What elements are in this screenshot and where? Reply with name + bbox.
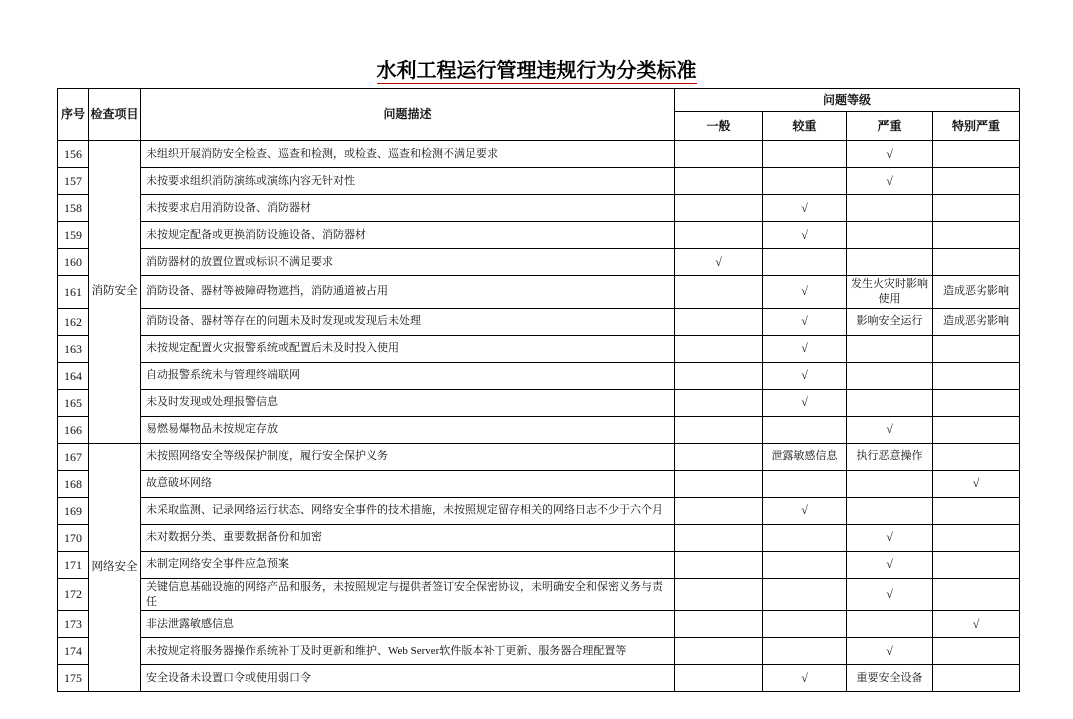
checkmark: √ [886,643,893,658]
description-cell: 未按规定配备或更换消防设施设备、消防器材 [141,222,675,249]
level-cell-general [675,665,763,692]
checkmark: √ [801,395,808,410]
level-cell-general [675,308,763,335]
level-cell-severe [847,524,933,551]
level-cell-general [675,497,763,524]
row-index-cell: 166 [58,416,89,443]
level-cell-extreme [933,578,1020,611]
table-row [58,141,1020,168]
level-cell-general [675,195,763,222]
level-cell-general [675,222,763,249]
level-cell-severe [847,497,933,524]
description-cell: 未对数据分类、重要数据备份和加密 [141,524,675,551]
category-cell: 网络安全 [89,443,141,692]
checkmark: √ [801,341,808,356]
level-cell-general [675,611,763,638]
description-cell: 消防设备、器材等被障碍物遮挡，消防通道被占用 [141,276,675,309]
table-row [58,551,1020,578]
level-cell-severe [847,168,933,195]
level-cell-severe [847,578,933,611]
checkmark: √ [886,146,893,161]
level-cell-extreme [933,497,1020,524]
level-cell-severe [847,141,933,168]
level-cell-severe [847,611,933,638]
level-cell-moderate [763,389,847,416]
violation-standard-table [57,88,1020,692]
description-cell: 未按照网络安全等级保护制度，履行安全保护义务 [141,443,675,470]
level-cell-moderate [763,195,847,222]
level-cell-moderate [763,524,847,551]
row-index-cell: 163 [58,335,89,362]
level-cell-general [675,578,763,611]
level-cell-extreme [933,141,1020,168]
table-row [58,389,1020,416]
table-row [58,195,1020,222]
level-cell-general [675,638,763,665]
checkmark: √ [886,422,893,437]
row-index-cell: 168 [58,470,89,497]
description-cell: 未按要求启用消防设备、消防器材 [141,195,675,222]
level-cell-moderate [763,665,847,692]
level-cell-severe [847,551,933,578]
level-cell-severe: 发生火灾时影响使用 [847,276,933,309]
level-cell-general [675,276,763,309]
level-cell-moderate [763,551,847,578]
level-cell-moderate [763,335,847,362]
checkmark: √ [801,314,808,329]
table-row [58,638,1020,665]
description-cell: 未及时发现或处理报警信息 [141,389,675,416]
header-level-general: 一般 [675,112,763,141]
row-index-cell: 160 [58,249,89,276]
row-index-cell: 174 [58,638,89,665]
level-cell-extreme [933,222,1020,249]
level-cell-extreme [933,524,1020,551]
level-cell-extreme [933,249,1020,276]
level-cell-extreme [933,611,1020,638]
description-cell: 消防器材的放置位置或标识不满足要求 [141,249,675,276]
level-cell-extreme [933,638,1020,665]
level-cell-general [675,362,763,389]
level-cell-general [675,168,763,195]
level-cell-extreme [933,362,1020,389]
table-body [58,141,1020,692]
checkmark: √ [886,587,893,602]
level-cell-moderate [763,222,847,249]
description-cell: 关键信息基础设施的网络产品和服务，未按照规定与提供者签订安全保密协议，未明确安全和保密义务与责任 [141,578,675,611]
description-cell: 故意破坏网络 [141,470,675,497]
header-description: 问题描述 [141,89,675,141]
level-cell-general [675,249,763,276]
table-row [58,443,1020,470]
row-index-cell: 172 [58,578,89,611]
row-index-cell: 156 [58,141,89,168]
description-cell: 未按规定配置火灾报警系统或配置后未及时投入使用 [141,335,675,362]
level-cell-severe [847,416,933,443]
table-row [58,665,1020,692]
level-cell-moderate: 泄露敏感信息 [763,443,847,470]
checkmark: √ [886,557,893,572]
description-cell: 未按要求组织消防演练或演练内容无针对性 [141,168,675,195]
level-cell-extreme [933,470,1020,497]
row-index-cell: 169 [58,497,89,524]
table-row [58,578,1020,611]
table-row [58,416,1020,443]
description-cell: 消防设备、器材等存在的问题未及时发现或发现后未处理 [141,308,675,335]
description-cell: 自动报警系统未与管理终端联网 [141,362,675,389]
row-index-cell: 173 [58,611,89,638]
row-index-cell: 175 [58,665,89,692]
row-index-cell: 167 [58,443,89,470]
checkmark: √ [801,284,808,299]
table-row [58,168,1020,195]
checkmark: √ [886,530,893,545]
row-index-cell: 159 [58,222,89,249]
level-cell-general [675,416,763,443]
level-cell-moderate [763,168,847,195]
level-cell-general [675,470,763,497]
row-index-cell: 170 [58,524,89,551]
level-cell-severe: 影响安全运行 [847,308,933,335]
description-cell: 未制定网络安全事件应急预案 [141,551,675,578]
level-cell-general [675,443,763,470]
checkmark: √ [972,616,980,631]
checkmark: √ [886,173,893,188]
level-cell-moderate [763,141,847,168]
level-cell-extreme: 造成恶劣影响 [933,276,1020,309]
table-row [58,362,1020,389]
level-cell-severe [847,335,933,362]
level-cell-extreme [933,195,1020,222]
level-cell-extreme [933,335,1020,362]
header-category: 检查项目 [89,89,141,141]
page-title-text: 水利工程运行管理违规行为分类标准 [376,60,697,82]
level-cell-general [675,141,763,168]
level-cell-extreme [933,665,1020,692]
header-index: 序号 [58,89,89,141]
level-cell-severe [847,195,933,222]
header-row-top [58,89,1020,112]
level-cell-moderate [763,497,847,524]
description-cell: 易燃易爆物品未按规定存放 [141,416,675,443]
row-index-cell: 164 [58,362,89,389]
header-level-severe: 严重 [847,112,933,141]
row-index-cell: 162 [58,308,89,335]
level-cell-severe [847,222,933,249]
checkmark: √ [972,476,980,491]
level-cell-severe [847,362,933,389]
level-cell-extreme [933,551,1020,578]
checkmark: √ [801,670,808,685]
table-row [58,524,1020,551]
checkmark: √ [801,227,808,242]
level-cell-extreme [933,416,1020,443]
table-row [58,470,1020,497]
level-cell-moderate [763,276,847,309]
row-index-cell: 171 [58,551,89,578]
level-cell-severe [847,389,933,416]
description-cell: 安全设备未设置口令或使用弱口令 [141,665,675,692]
level-cell-severe [847,638,933,665]
row-index-cell: 157 [58,168,89,195]
level-cell-moderate [763,362,847,389]
level-cell-moderate [763,416,847,443]
checkmark: √ [801,368,808,383]
table-row [58,276,1020,309]
table-row [58,308,1020,335]
level-cell-moderate [763,578,847,611]
row-index-cell: 161 [58,276,89,309]
level-cell-moderate [763,470,847,497]
checkmark: √ [801,200,808,215]
table-row [58,335,1020,362]
header-level-moderate: 较重 [763,112,847,141]
header-level-group: 问题等级 [675,89,1020,112]
table-row [58,497,1020,524]
checkmark: √ [801,503,808,518]
row-index-cell: 158 [58,195,89,222]
table-row [58,222,1020,249]
level-cell-severe [847,470,933,497]
description-cell: 未采取监测、记录网络运行状态、网络安全事件的技术措施，未按照规定留存相关的网络日志不少于六个月 [141,497,675,524]
level-cell-moderate [763,611,847,638]
level-cell-severe [847,249,933,276]
description-cell: 未按规定将服务器操作系统补丁及时更新和维护、Web Server软件版本补丁更新、服务器合理配置等 [141,638,675,665]
table-header [58,89,1020,141]
level-cell-general [675,335,763,362]
level-cell-severe: 执行恶意操作 [847,443,933,470]
category-cell: 消防安全 [89,141,141,444]
row-index-cell: 165 [58,389,89,416]
page-title [0,60,1073,84]
level-cell-moderate [763,308,847,335]
level-cell-moderate [763,638,847,665]
description-cell: 未组织开展消防安全检查、巡查和检测，或检查、巡查和检测不满足要求 [141,141,675,168]
checkmark: √ [715,254,722,269]
level-cell-moderate [763,249,847,276]
level-cell-general [675,524,763,551]
table-row [58,611,1020,638]
level-cell-general [675,551,763,578]
table-row [58,249,1020,276]
level-cell-extreme [933,443,1020,470]
description-cell: 非法泄露敏感信息 [141,611,675,638]
level-cell-extreme [933,168,1020,195]
level-cell-extreme: 造成恶劣影响 [933,308,1020,335]
level-cell-extreme [933,389,1020,416]
header-level-extreme: 特别严重 [933,112,1020,141]
level-cell-severe: 重要安全设备 [847,665,933,692]
level-cell-general [675,389,763,416]
